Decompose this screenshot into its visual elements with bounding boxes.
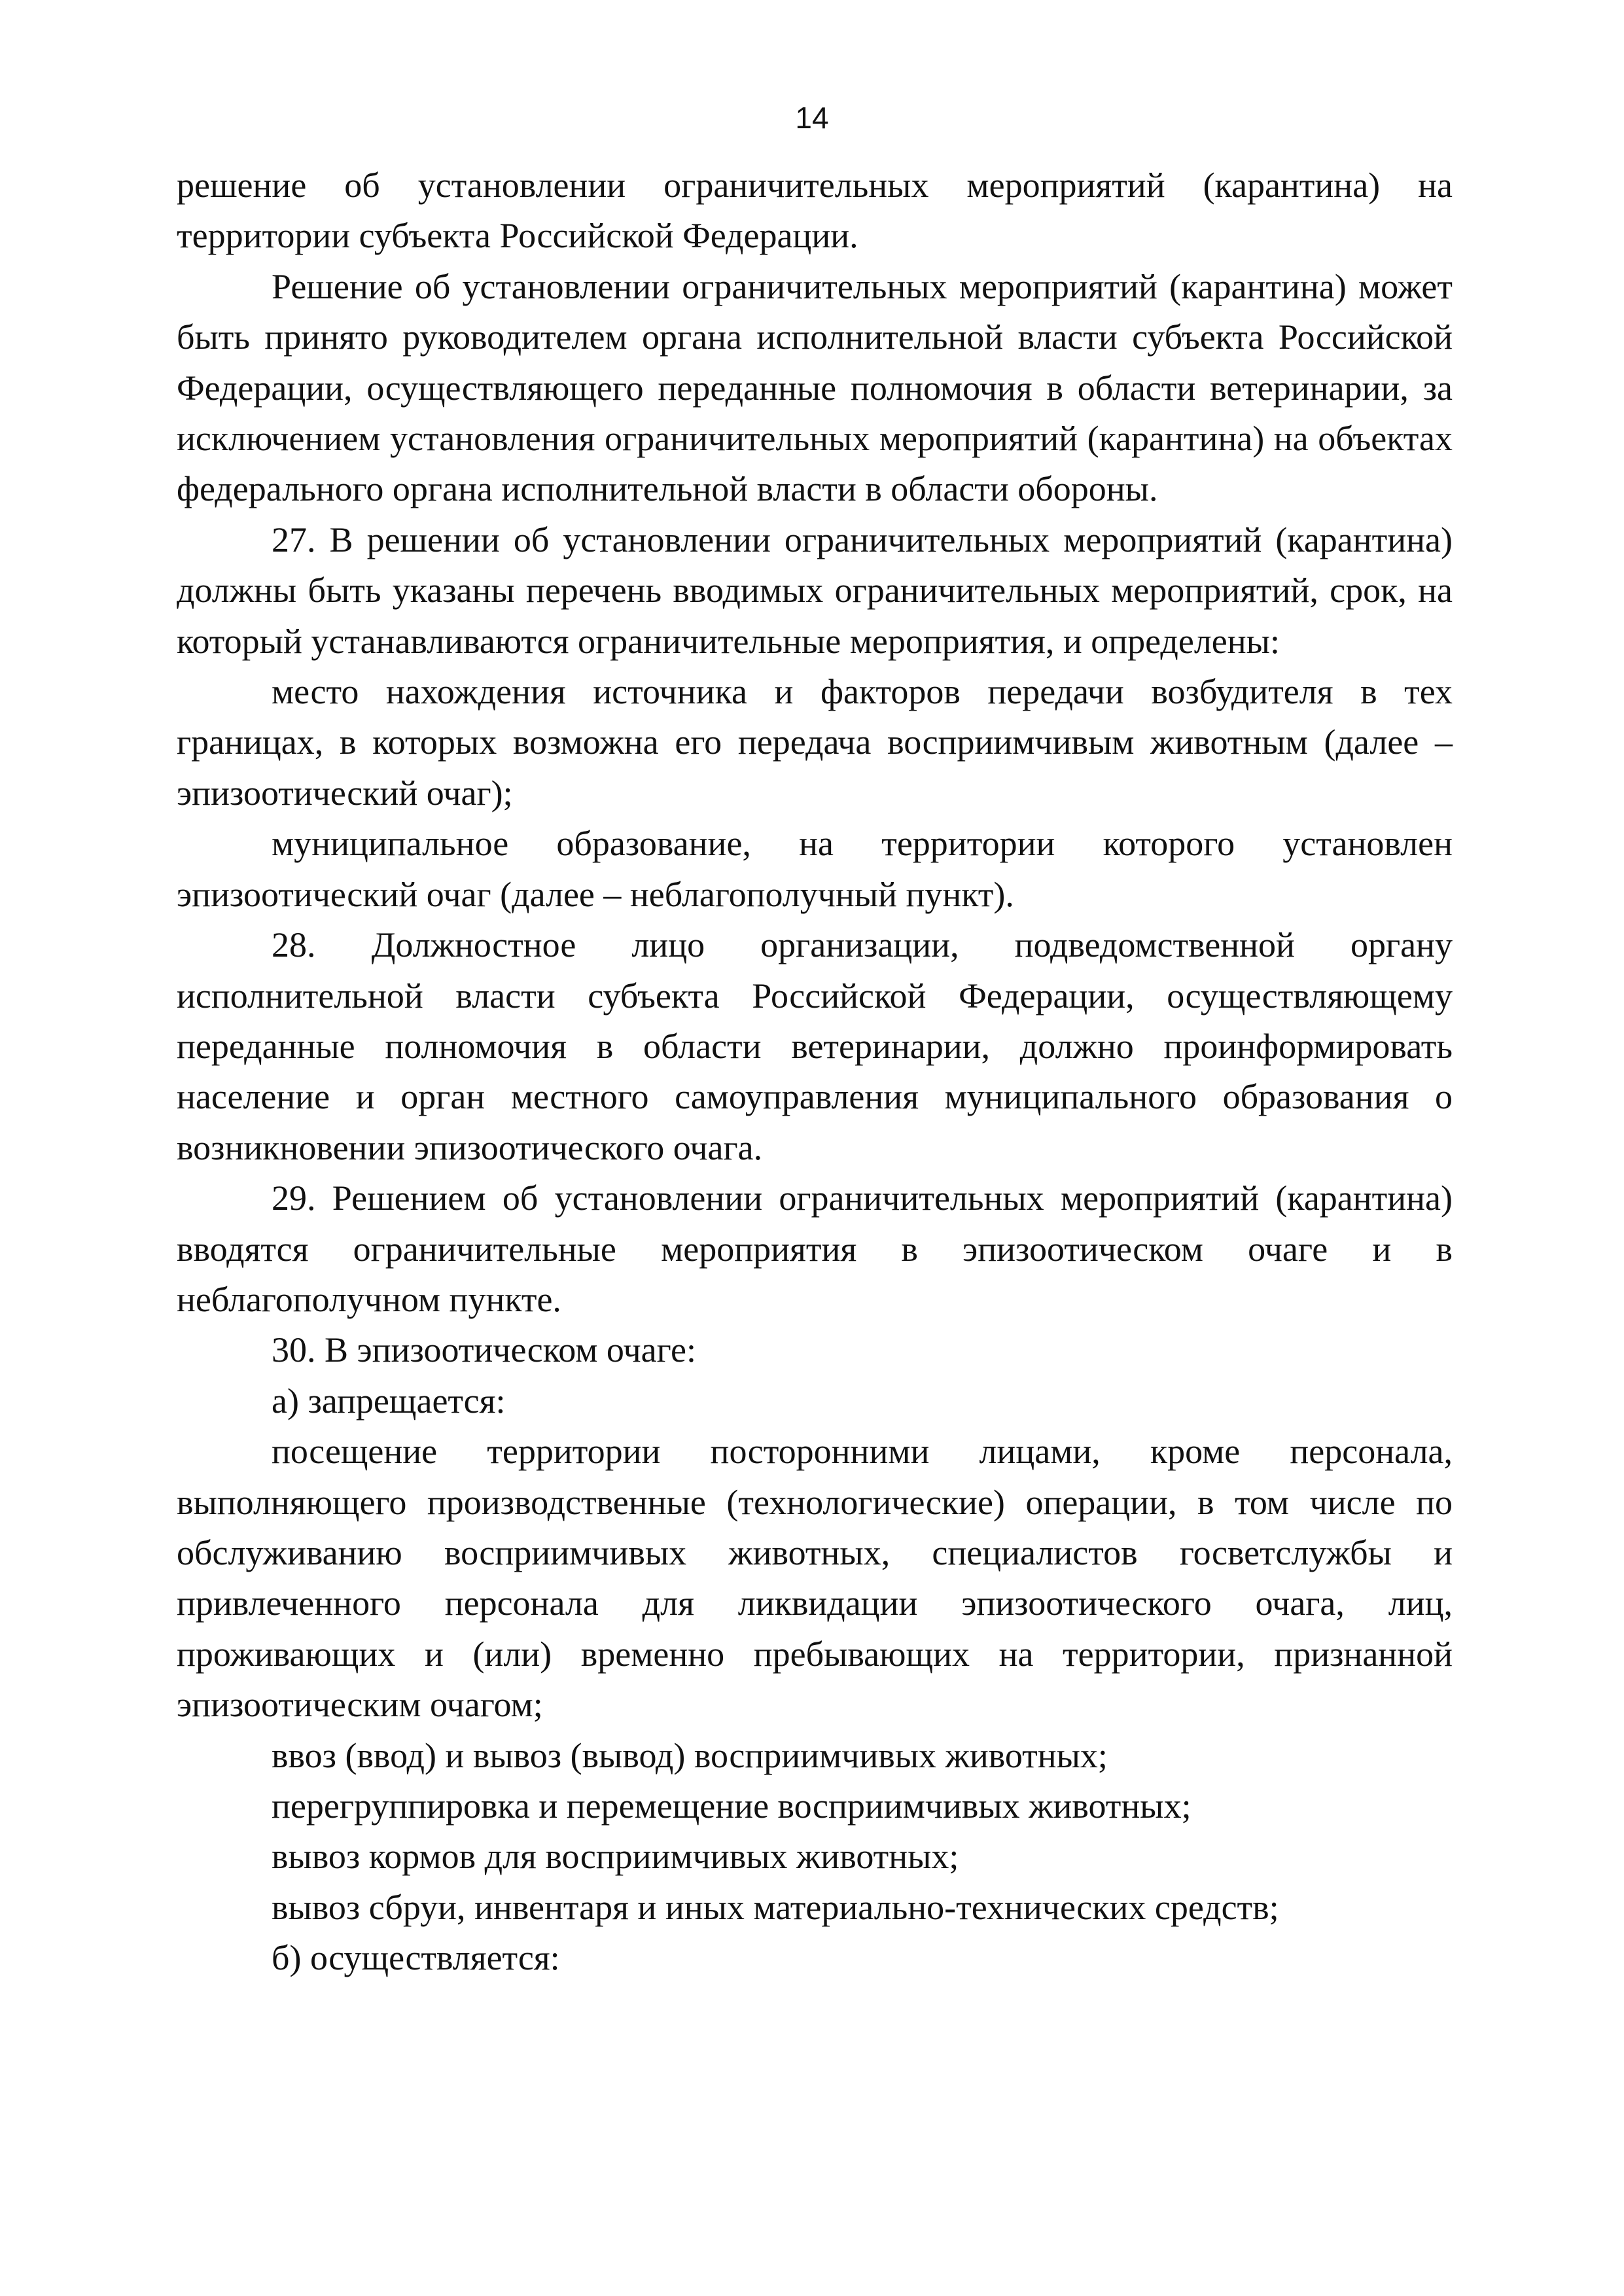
paragraph-30: 30. В эпизоотическом очаге: [272,1330,697,1370]
list-item-export-feed: вывоз кормов для восприимчивых животных; [272,1837,959,1877]
list-item-visiting-territory: посещение территории посторонними лицами, кроме персонала, выполняющего производственные (технологические) операции, в том числе по обслуживанию восприимчивых животных, специалистов госветслужбы и привлеченного персонала для ликвидации эпизоотического очага, лиц, проживающих и (или) временно пребывающих на территории, признанной эпизоотическим очагом; [177,1432,1453,1725]
page-number: 14 [795,101,829,135]
paragraph-29: 29. Решением об установлении ограничительных мероприятий (карантина) вводятся ограничительные мероприятия в эпизоотическом очаге и в неблагополучном пункте. [177,1178,1453,1319]
list-item-import-export-animals: ввоз (ввод) и вывоз (вывод) восприимчивых животных; [272,1735,1108,1775]
paragraph-27-epizootic-focus: место нахождения источника и факторов передачи возбудителя в тех границах, в которых возможна его передача восприимчивым животным (далее – эпизоотический очаг); [177,672,1453,813]
paragraph-28: 28. Должностное лицо организации, подведомственной органу исполнительной власти субъекта Российской Федерации, осуществляющему переданные полномочия в области ветеринарии, должно проинформировать население и орган местного самоуправления муниципального образования о возникновении эпизоотического очага. [177,925,1453,1167]
document-body [177,160,1453,1984]
paragraph-27-unfavorable-point: муниципальное образование, на территории которого установлен эпизоотический очаг (далее – неблагополучный пункт). [177,824,1453,914]
paragraph-27: 27. В решении об установлении ограничительных мероприятий (карантина) должны быть указаны перечень вводимых ограничительных мероприятий, срок, на который устанавливаются ограничительные мероприятия, и определены: [177,520,1453,661]
list-item-regrouping-animals: перегруппировка и перемещение восприимчивых животных; [272,1786,1192,1826]
paragraph-decision-authority: Решение об установлении ограничительных мероприятий (карантина) может быть принято руководителем органа исполнительной власти субъекта Российской Федерации, осуществляющего переданные полномочия в области ветеринарии, за исключением установления ограничительных мероприятий (карантина) на объектах федерального органа исполнительной власти в области обороны. [177,266,1453,509]
paragraph-continuation: решение об установлении ограничительных мероприятий (карантина) на территории субъекта Российской Федерации. [177,166,1453,256]
paragraph-30-a: а) запрещается: [272,1381,506,1421]
paragraph-30-b: б) осуществляется: [272,1938,560,1978]
list-item-export-harness: вывоз сбруи, инвентаря и иных материально-технических средств; [272,1887,1279,1927]
